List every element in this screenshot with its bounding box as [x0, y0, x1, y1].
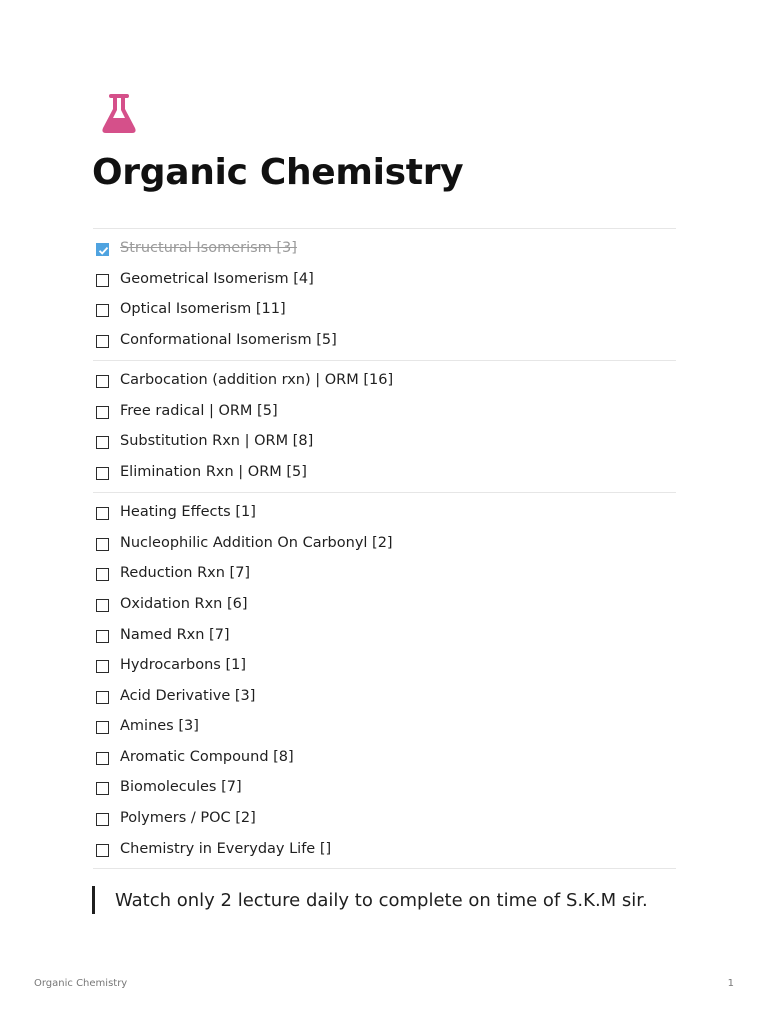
divider [93, 228, 676, 229]
checkbox[interactable] [96, 721, 109, 734]
checkbox[interactable] [96, 752, 109, 765]
footer-title: Organic Chemistry [34, 978, 128, 989]
todo-item[interactable] [96, 237, 297, 259]
todo-item[interactable] [96, 838, 331, 860]
todo-label: Carbocation (addition rxn) | ORM [16] [120, 372, 394, 388]
quote-block [92, 886, 648, 914]
todo-label: Oxidation Rxn [6] [120, 596, 248, 612]
check-icon [97, 244, 110, 257]
todo-item[interactable] [96, 298, 286, 320]
checkbox-checked[interactable] [96, 243, 109, 256]
divider [93, 360, 676, 361]
todo-item[interactable] [96, 532, 393, 554]
checkbox[interactable] [96, 375, 109, 388]
checkbox[interactable] [96, 782, 109, 795]
checkbox[interactable] [96, 274, 109, 287]
checkbox[interactable] [96, 660, 109, 673]
divider [93, 492, 676, 493]
todo-item[interactable] [96, 430, 313, 452]
page-title: Organic Chemistry [92, 152, 464, 193]
page-number: 1 [727, 978, 734, 989]
todo-item[interactable] [96, 746, 294, 768]
todo-label: Substitution Rxn | ORM [8] [120, 433, 314, 449]
todo-label: Optical Isomerism [11] [120, 301, 286, 317]
todo-label: Reduction Rxn [7] [120, 565, 251, 581]
todo-label: Heating Effects [1] [120, 504, 256, 520]
checkbox[interactable] [96, 844, 109, 857]
checkbox[interactable] [96, 467, 109, 480]
todo-item[interactable] [96, 562, 250, 584]
todo-item[interactable] [96, 268, 314, 290]
checkbox[interactable] [96, 599, 109, 612]
todo-item[interactable] [96, 776, 242, 798]
todo-label: Elimination Rxn | ORM [5] [120, 464, 307, 480]
divider [93, 868, 676, 869]
todo-item[interactable] [96, 593, 248, 615]
todo-item[interactable] [96, 807, 256, 829]
todo-item[interactable] [96, 654, 246, 676]
todo-item[interactable] [96, 501, 256, 523]
todo-item[interactable] [96, 461, 307, 483]
checkbox[interactable] [96, 436, 109, 449]
todo-label: Structural Isomerism [3] [120, 240, 297, 256]
todo-label: Biomolecules [7] [120, 779, 242, 795]
todo-label: Acid Derivative [3] [120, 688, 256, 704]
flask-icon [100, 92, 142, 136]
todo-label: Hydrocarbons [1] [120, 657, 246, 673]
todo-label: Nucleophilic Addition On Carbonyl [2] [120, 535, 393, 551]
quote-text: Watch only 2 lecture daily to complete on time of S.K.M sir. [115, 889, 648, 911]
todo-label: Amines [3] [120, 718, 199, 734]
checkbox[interactable] [96, 813, 109, 826]
checkbox[interactable] [96, 568, 109, 581]
todo-label: Chemistry in Everyday Life [] [120, 841, 332, 857]
todo-item[interactable] [96, 715, 199, 737]
todo-label: Polymers / POC [2] [120, 810, 256, 826]
todo-label: Aromatic Compound [8] [120, 749, 294, 765]
todo-label: Geometrical Isomerism [4] [120, 271, 314, 287]
todo-item[interactable] [96, 329, 337, 351]
todo-item[interactable] [96, 685, 255, 707]
todo-item[interactable] [96, 369, 393, 391]
checkbox[interactable] [96, 304, 109, 317]
checkbox[interactable] [96, 507, 109, 520]
checkbox[interactable] [96, 406, 109, 419]
todo-item[interactable] [96, 400, 278, 422]
checkbox[interactable] [96, 538, 109, 551]
checkbox[interactable] [96, 691, 109, 704]
todo-item[interactable] [96, 624, 230, 646]
todo-label: Conformational Isomerism [5] [120, 332, 337, 348]
checkbox[interactable] [96, 335, 109, 348]
todo-label: Free radical | ORM [5] [120, 403, 278, 419]
checkbox[interactable] [96, 630, 109, 643]
todo-label: Named Rxn [7] [120, 627, 230, 643]
